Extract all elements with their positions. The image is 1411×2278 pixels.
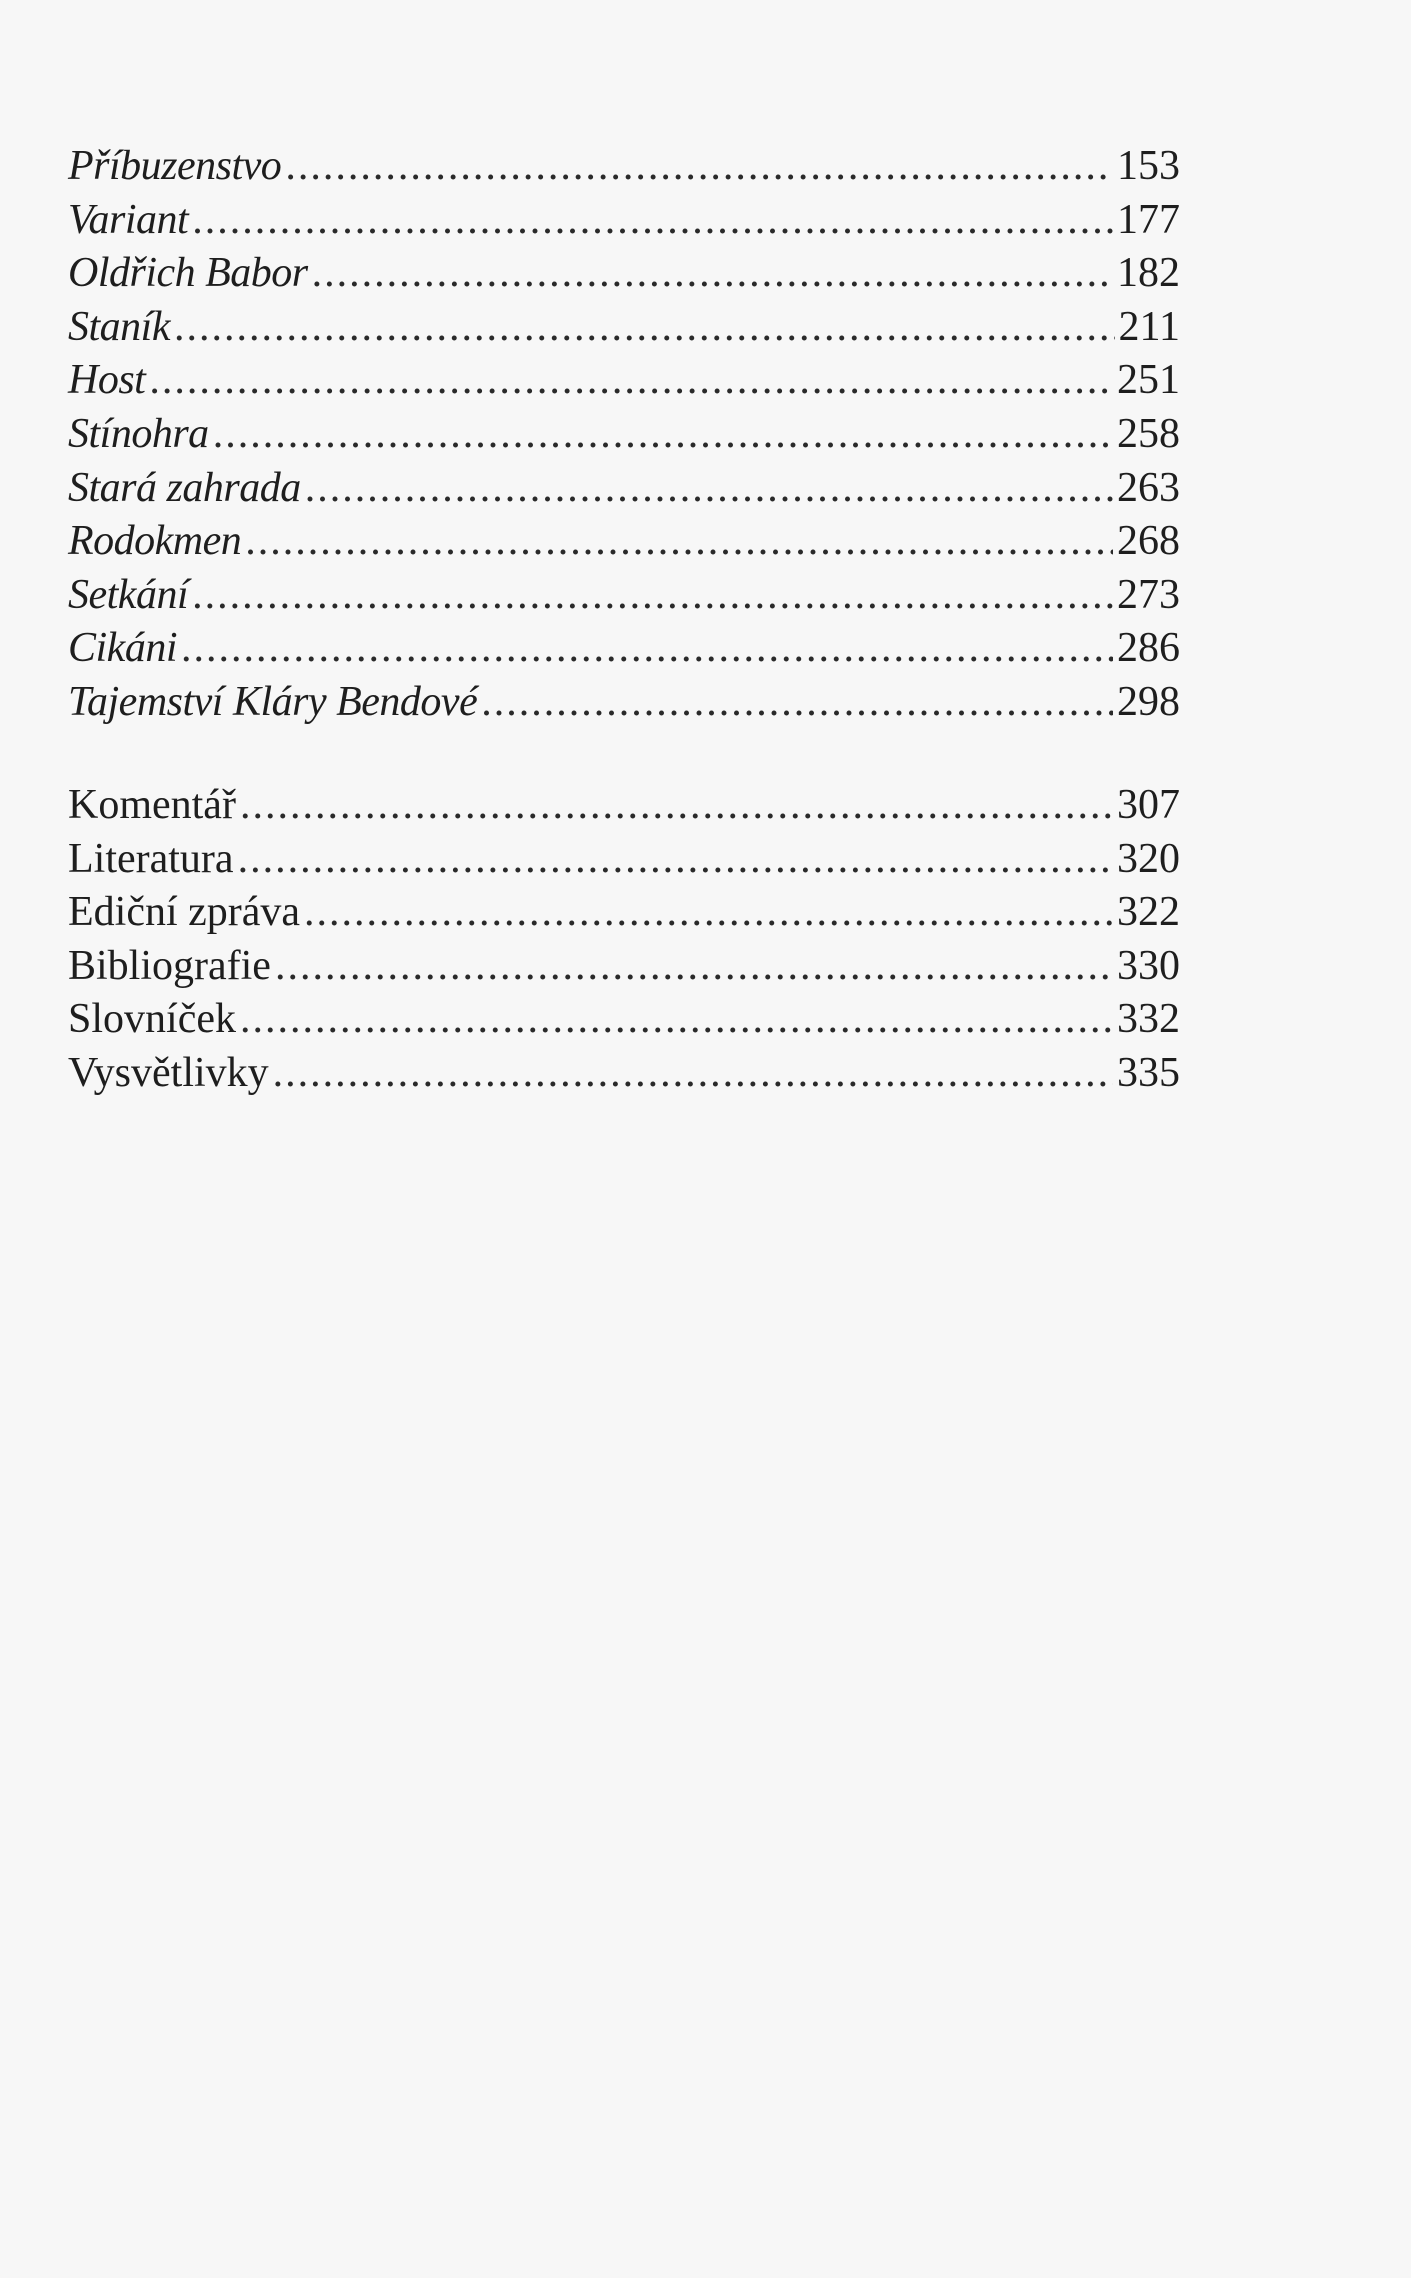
toc-apparatus-list — [68, 779, 1180, 1101]
entry-page-number: 211 — [1118, 303, 1180, 350]
toc-entry — [68, 140, 1180, 194]
dot-leader — [174, 301, 1115, 355]
dot-leader — [285, 140, 1113, 194]
toc-entry — [68, 1047, 1180, 1101]
entry-page-number: 298 — [1117, 678, 1180, 725]
entry-page-number: 335 — [1117, 1049, 1180, 1096]
entry-page-number: 307 — [1117, 782, 1180, 828]
dot-leader — [304, 886, 1113, 940]
dot-leader — [181, 622, 1113, 676]
entry-page-number: 251 — [1117, 357, 1180, 404]
entry-title: Příbuzenstvo — [68, 143, 282, 189]
entry-title: Setkání — [68, 571, 189, 618]
dot-leader — [275, 940, 1113, 994]
toc-entry — [68, 993, 1180, 1047]
dot-leader — [192, 194, 1113, 248]
toc-entry — [68, 194, 1180, 248]
toc-entry — [68, 886, 1180, 940]
entry-title: Cikáni — [68, 625, 177, 672]
toc-entry — [68, 676, 1180, 730]
dot-leader — [149, 354, 1113, 408]
entry-title: Variant — [68, 196, 189, 243]
entry-page-number: 258 — [1117, 410, 1180, 457]
entry-page-number: 332 — [1117, 996, 1180, 1043]
entry-page-number: 286 — [1117, 625, 1180, 672]
toc-entry — [68, 301, 1180, 355]
entry-title: Literatura — [68, 835, 234, 882]
dot-leader — [273, 1047, 1113, 1101]
dot-leader — [240, 993, 1113, 1047]
entry-title: Rodokmen — [68, 518, 242, 565]
entry-title: Oldřich Babor — [68, 250, 308, 297]
toc-entry — [68, 462, 1180, 516]
toc-stories-list — [68, 140, 1180, 730]
entry-title: Host — [68, 357, 146, 404]
dot-leader — [240, 779, 1113, 833]
entry-title: Bibliografie — [68, 942, 271, 989]
dot-leader — [312, 247, 1113, 301]
entry-title: Stínohra — [68, 410, 209, 457]
toc-entry — [68, 779, 1180, 833]
entry-title: Komentář — [68, 782, 236, 828]
entry-title: Slovníček — [68, 996, 236, 1043]
entry-page-number: 153 — [1117, 143, 1180, 189]
entry-page-number: 330 — [1117, 942, 1180, 989]
entry-page-number: 273 — [1117, 571, 1180, 618]
dot-leader — [245, 515, 1113, 569]
toc-entry — [68, 515, 1180, 569]
entry-page-number: 182 — [1117, 250, 1180, 297]
entry-title: Staník — [68, 303, 170, 350]
dot-leader — [238, 833, 1113, 887]
dot-leader — [213, 408, 1113, 462]
dot-leader — [305, 462, 1113, 516]
entry-page-number: 322 — [1117, 889, 1180, 936]
dot-leader — [481, 676, 1113, 730]
toc-entry — [68, 408, 1180, 462]
entry-page-number: 268 — [1117, 518, 1180, 565]
toc-entry — [68, 354, 1180, 408]
entry-page-number: 177 — [1117, 196, 1180, 243]
toc-entry — [68, 569, 1180, 623]
entry-title: Stará zahrada — [68, 464, 301, 511]
toc-entry — [68, 247, 1180, 301]
dot-leader — [192, 569, 1113, 623]
toc-entry — [68, 833, 1180, 887]
entry-title: Tajemství Kláry Bendové — [68, 678, 478, 725]
entry-page-number: 263 — [1117, 464, 1180, 511]
entry-title: Vysvětlivky — [68, 1049, 269, 1096]
toc-entry — [68, 940, 1180, 994]
entry-page-number: 320 — [1117, 835, 1180, 882]
entry-title: Ediční zpráva — [68, 889, 301, 936]
toc-entry — [68, 622, 1180, 676]
